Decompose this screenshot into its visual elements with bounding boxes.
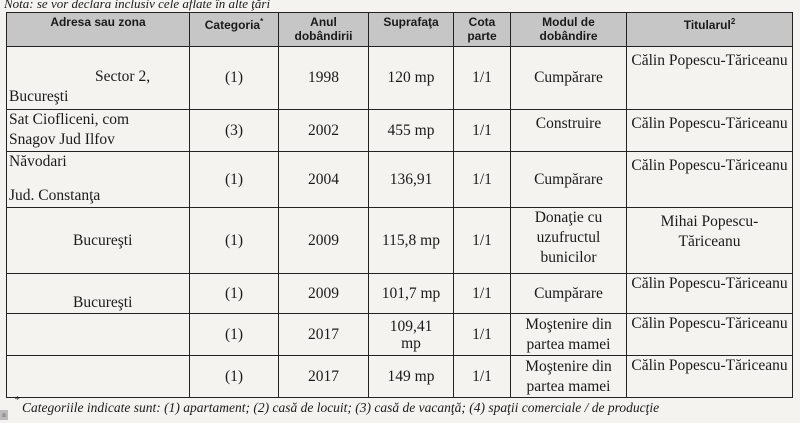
cell-method: Cumpărare: [511, 47, 627, 110]
cell-address: Bucureşti: [7, 274, 190, 314]
cell-year: 2009: [279, 208, 369, 274]
footnote-text: Categoriile indicate sunt: (1) apartament; (2) casă de locuit; (3) casă de vacanţă; (4) spaţii comerciale / de producţie: [22, 400, 660, 415]
cell-share: 1/1: [454, 152, 511, 208]
cell-owner: Călin Popescu-Tăriceanu: [627, 356, 793, 398]
property-table: [6, 12, 793, 398]
cell-category: (1): [190, 314, 279, 356]
table-header-row: [7, 13, 793, 47]
cell-method: Moştenire din partea mamei: [511, 314, 627, 356]
cell-address: Sat Ciofliceni, com Snagov Jud Ilfov: [7, 110, 190, 152]
cell-method: Moştenire din partea mamei: [511, 356, 627, 398]
cell-year: 2017: [279, 314, 369, 356]
note-text: Nota: se vor declara inclusiv cele aflate în alte ţări: [4, 0, 271, 11]
cell-category: (1): [190, 47, 279, 110]
cell-category: (1): [190, 274, 279, 314]
table-row: [7, 274, 793, 314]
cell-share: 1/1: [454, 274, 511, 314]
header-category: Categoria*: [190, 13, 279, 47]
header-owner: Titularul$^2$: [627, 13, 793, 47]
cell-address: Bucureşti: [7, 208, 190, 274]
cell-year: 2017: [279, 356, 369, 398]
cell-area: 109,41 mp: [369, 314, 454, 356]
header-method: Modul de dobândire: [511, 13, 627, 47]
cell-address: Sector 2, Bucureşti: [7, 47, 190, 110]
table-row: [7, 152, 793, 208]
cell-method: Cumpărare: [511, 274, 627, 314]
cell-owner: Mihai Popescu-Tăriceanu: [627, 208, 793, 274]
header-share: Cota parte: [454, 13, 511, 47]
cell-area: 120 mp: [369, 47, 454, 110]
cell-owner: Călin Popescu-Tăriceanu: [627, 47, 793, 110]
cell-address: [7, 314, 190, 356]
table-row: [7, 314, 793, 356]
cell-method: Donaţie cu uzufructul bunicilor: [511, 208, 627, 274]
table-row: [7, 47, 793, 110]
cell-year: 2009: [279, 274, 369, 314]
table-row: [7, 208, 793, 274]
cell-share: 1/1: [454, 208, 511, 274]
header-category-mark: *: [260, 17, 264, 26]
cell-area: 101,7 mp: [369, 274, 454, 314]
cell-category: (1): [190, 152, 279, 208]
cell-method: Construire: [511, 110, 627, 152]
cell-share: 1/1: [454, 110, 511, 152]
footnote-mark: *: [14, 394, 20, 406]
cell-owner: Călin Popescu-Tăriceanu: [627, 274, 793, 314]
cell-share: 1/1: [454, 356, 511, 398]
cell-category: (1): [190, 208, 279, 274]
table-row: [7, 110, 793, 152]
header-area: Suprafaţa: [369, 13, 454, 47]
cell-address: [7, 356, 190, 398]
cell-area: 149 mp: [369, 356, 454, 398]
footnote: [14, 394, 660, 416]
cell-share: 1/1: [454, 314, 511, 356]
cell-area: 115,8 mp: [369, 208, 454, 274]
cell-year: 2002: [279, 110, 369, 152]
cell-year: 2004: [279, 152, 369, 208]
header-address: Adresa sau zona: [7, 13, 190, 47]
cell-area: 455 mp: [369, 110, 454, 152]
cell-method: Cumpărare: [511, 152, 627, 208]
corner-mark: n: [0, 410, 8, 420]
cell-owner: Călin Popescu-Tăriceanu: [627, 314, 793, 356]
cell-category: (3): [190, 110, 279, 152]
header-owner-mark: 2: [730, 17, 736, 26]
header-year: Anul dobândirii: [279, 13, 369, 47]
cell-area: 136,91: [369, 152, 454, 208]
cell-owner: Călin Popescu-Tăriceanu: [627, 152, 793, 208]
cell-share: 1/1: [454, 47, 511, 110]
cell-category: (1): [190, 356, 279, 398]
cell-year: 1998: [279, 47, 369, 110]
table-row: [7, 356, 793, 398]
cell-address: Năvodari Jud. Constanţa: [7, 152, 190, 208]
cell-owner: Călin Popescu-Tăriceanu: [627, 110, 793, 152]
